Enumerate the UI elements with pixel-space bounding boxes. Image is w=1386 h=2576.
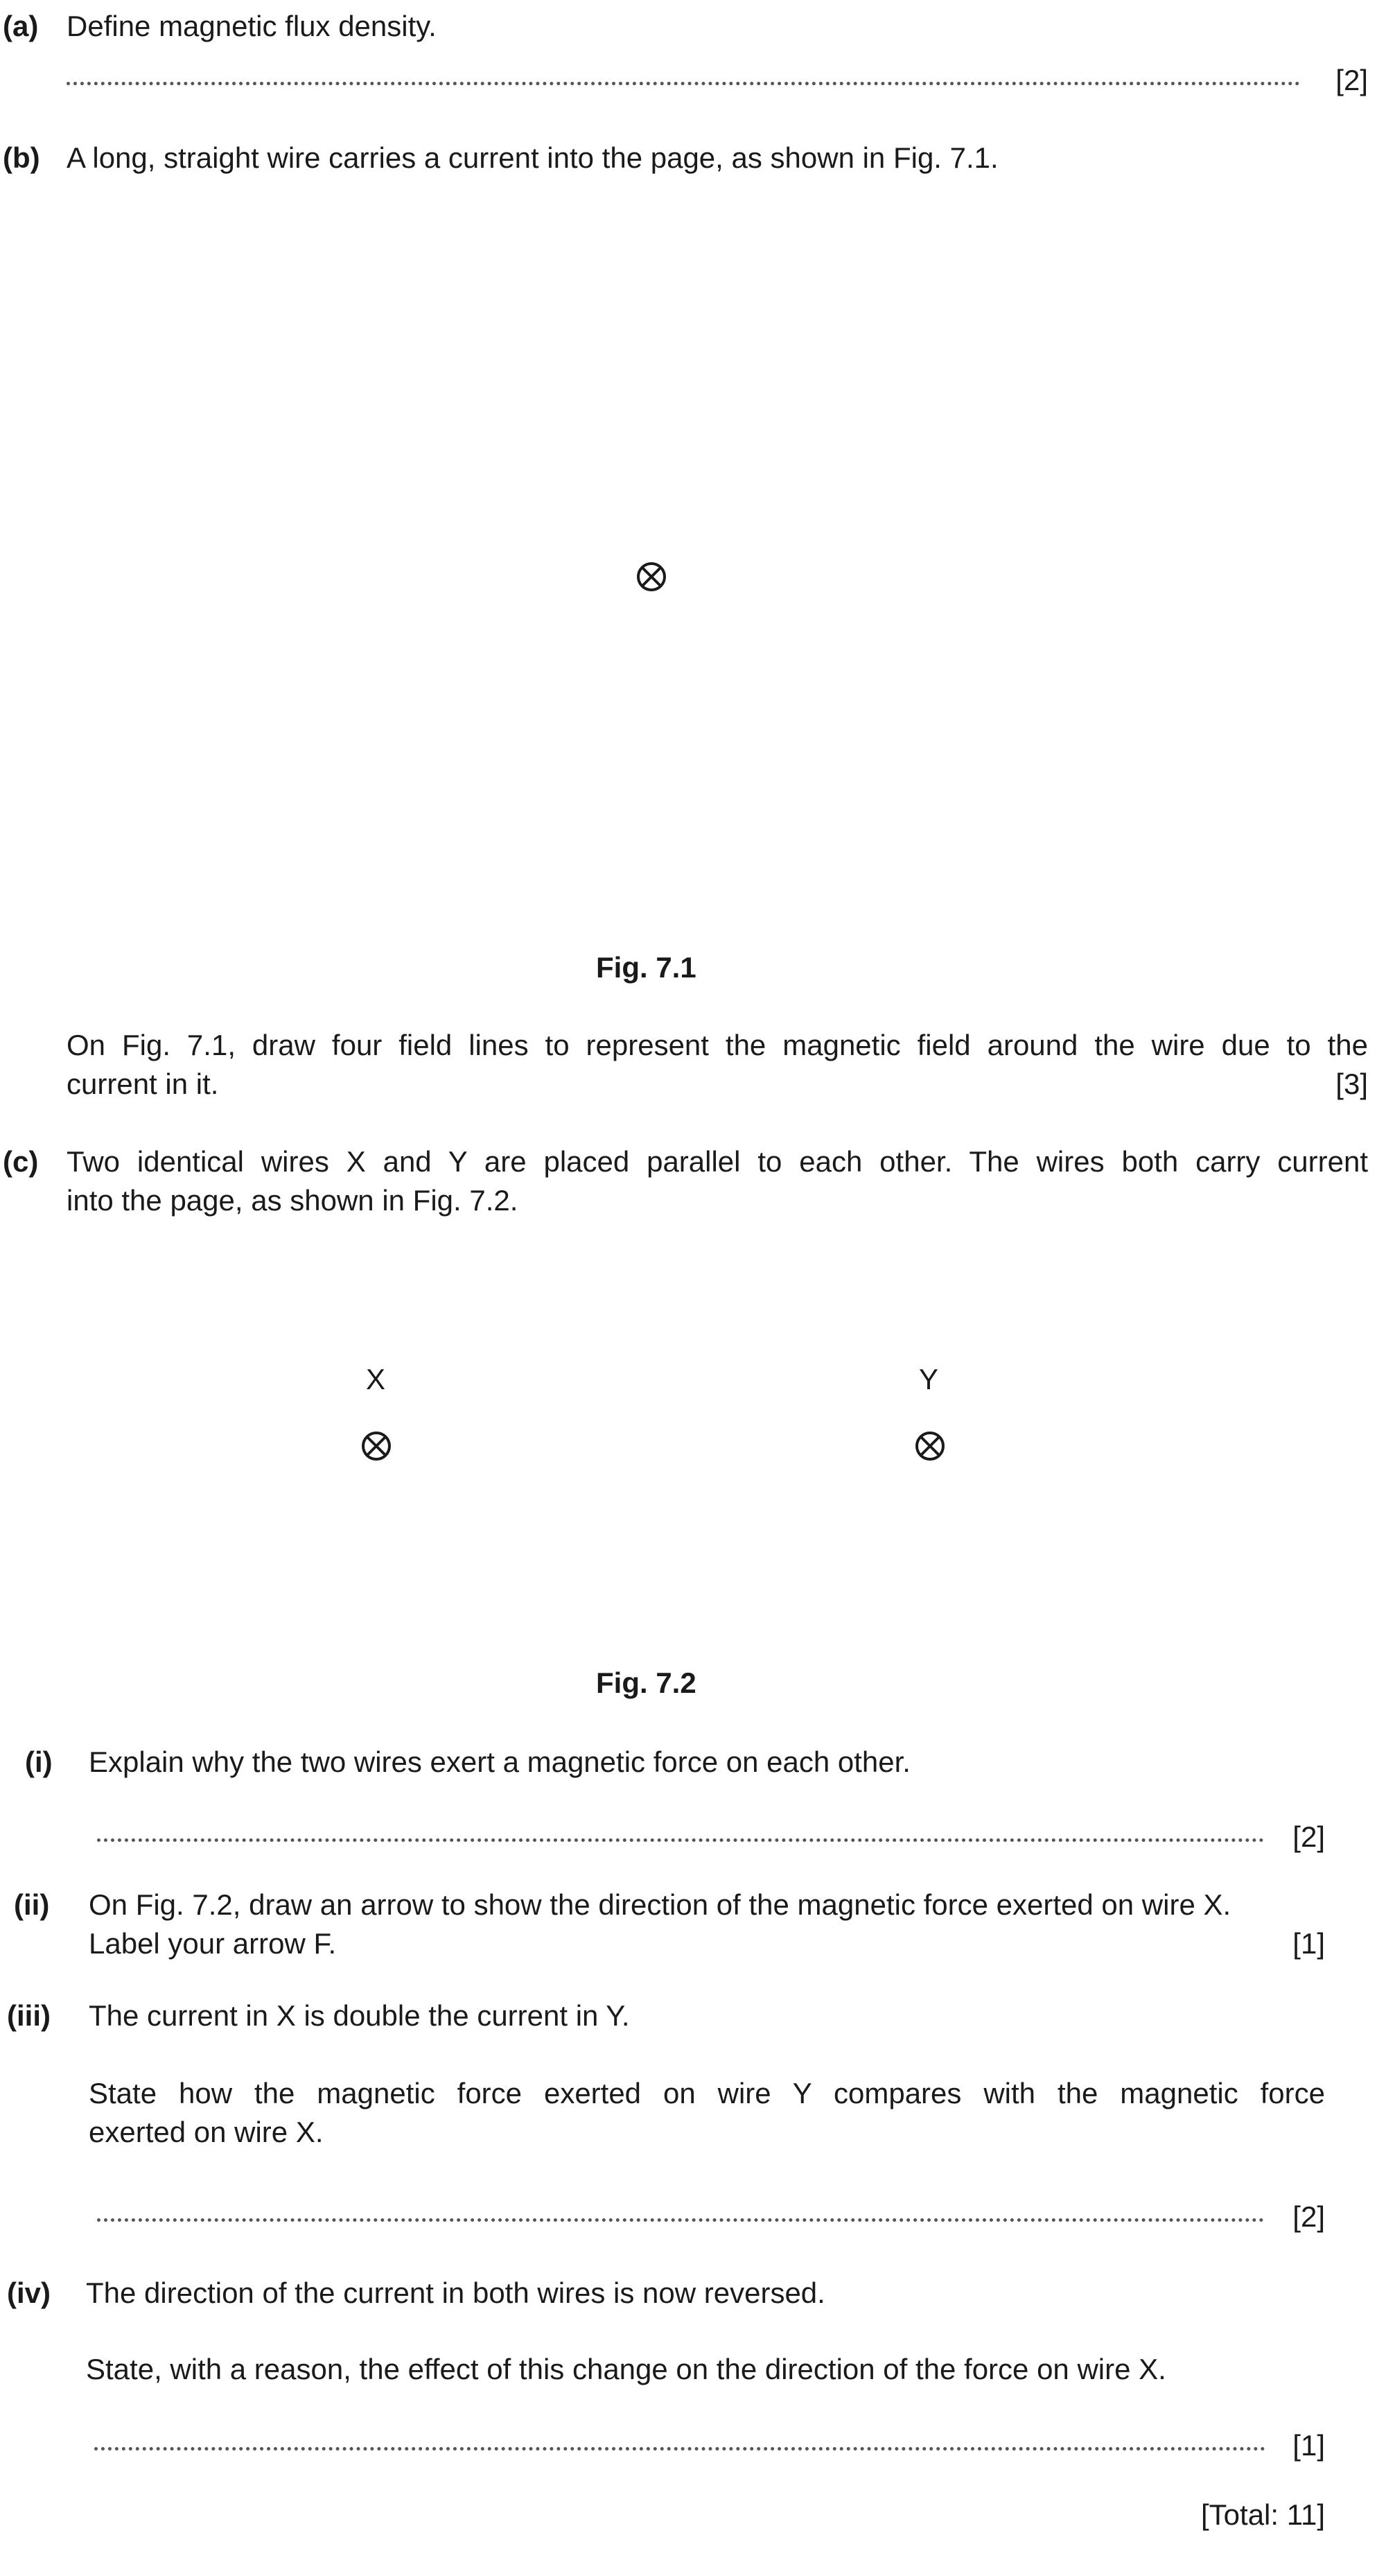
part-c-iv-line2: State, with a reason, the effect of this change on the direction of the force on wire X.: [86, 2353, 1166, 2385]
wire-x-label: X: [366, 1363, 386, 1395]
part-c-iii-label: (iii): [7, 1999, 51, 2032]
part-c-i-marks: [2]: [1292, 1820, 1325, 1853]
part-c-iii-line1: The current in X is double the current in Y.: [89, 1999, 630, 2032]
part-b-instruction-line1: On Fig. 7.1, draw four field lines to represent the magnetic field around the wire due to the: [67, 1029, 1368, 1061]
part-c-ii-marks: [1]: [1292, 1927, 1325, 1960]
part-c-iv-marks: [1]: [1292, 2429, 1325, 2462]
wire-y-label: Y: [919, 1363, 939, 1395]
total-marks: [Total: 11]: [1201, 2498, 1325, 2531]
part-c-line2: into the page, as shown in Fig. 7.2.: [67, 1184, 518, 1217]
part-c-i-label: (i): [25, 1746, 53, 1778]
part-c-i-question: Explain why the two wires exert a magnetic force on each other.: [89, 1746, 911, 1778]
fig-7-2-caption: Fig. 7.2: [596, 1666, 696, 1699]
wire-into-page-icon: [635, 560, 668, 593]
part-a-label: (a): [3, 10, 39, 42]
part-c-iv-line1: The direction of the current in both wires is now reversed.: [86, 2277, 825, 2309]
part-b-label: (b): [3, 141, 40, 174]
part-c-iii-line2: State how the magnetic force exerted on wire Y compares with the magnetic force: [89, 2077, 1325, 2109]
wire-y-into-page-icon: [913, 1429, 947, 1463]
part-b-marks: [3]: [1335, 1068, 1368, 1100]
part-c-iii-marks: [2]: [1292, 2200, 1325, 2233]
part-c-iii-line3: exerted on wire X.: [89, 2116, 324, 2148]
answer-line-c-i[interactable]: [97, 1838, 1264, 1842]
answer-line-c-iv[interactable]: [94, 2447, 1265, 2451]
part-b-question: A long, straight wire carries a current into the page, as shown in Fig. 7.1.: [67, 141, 999, 174]
part-c-label: (c): [3, 1145, 39, 1178]
part-c-ii-line2: Label your arrow F.: [89, 1927, 337, 1960]
part-c-line1: Two identical wires X and Y are placed parallel to each other. The wires both carry current: [67, 1145, 1368, 1178]
answer-line-a[interactable]: [67, 82, 1300, 85]
part-a-marks: [2]: [1335, 64, 1368, 96]
part-c-ii-label: (ii): [14, 1888, 50, 1921]
wire-x-into-page-icon: [360, 1429, 393, 1463]
part-a-question: Define magnetic flux density.: [67, 10, 437, 42]
part-b-instruction-line2: current in it.: [67, 1068, 219, 1100]
part-c-iv-label: (iv): [7, 2277, 51, 2309]
part-c-ii-line1: On Fig. 7.2, draw an arrow to show the direction of the magnetic force exerted on wire X.: [89, 1888, 1231, 1921]
fig-7-1-caption: Fig. 7.1: [596, 951, 696, 984]
answer-line-c-iii[interactable]: [97, 2218, 1264, 2222]
